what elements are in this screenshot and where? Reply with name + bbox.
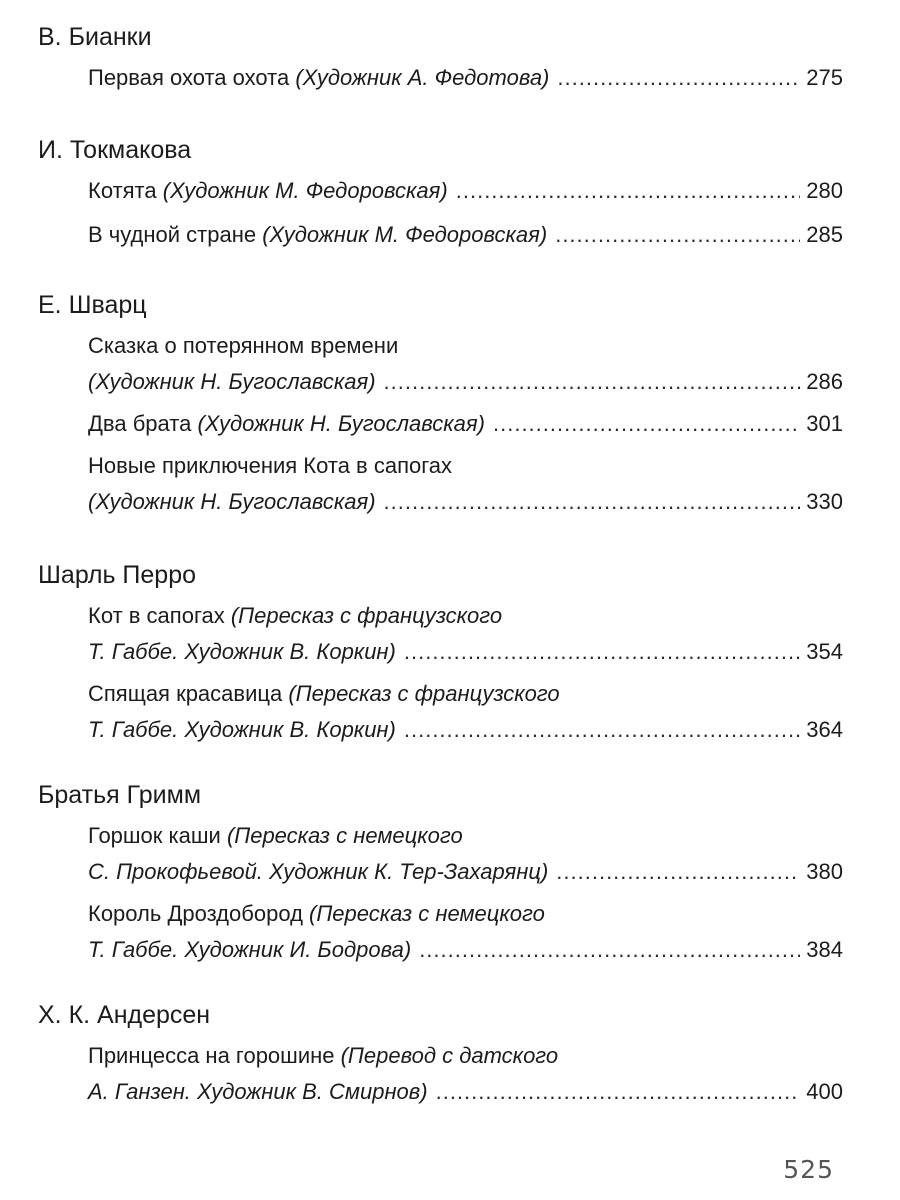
page-number: 400 — [806, 1079, 843, 1104]
entry-note: (Пересказ с немецкого — [226, 823, 463, 848]
entry-title: Сказка о потерянном времени — [88, 333, 399, 358]
toc-section — [38, 1000, 843, 1114]
entry-note: Т. Габбе. Художник В. Коркин) — [88, 639, 396, 664]
entry-line — [88, 932, 843, 968]
toc-entry — [88, 818, 843, 890]
page-number: 275 — [806, 65, 843, 90]
entry-title: Спящая красавица — [88, 681, 289, 706]
leader-dots — [556, 854, 800, 890]
entry-line — [88, 1038, 843, 1074]
toc-entry — [88, 217, 843, 253]
page-number: 354 — [806, 639, 843, 664]
leader-dots — [384, 364, 801, 400]
entry-line — [88, 217, 843, 253]
entry-note: (Художник Н. Бугославская) — [88, 369, 376, 394]
entry-title: В чудной стране — [88, 222, 263, 247]
toc-section — [38, 22, 843, 100]
toc-section — [38, 135, 843, 257]
author-name: Е. Шварц — [38, 291, 147, 319]
toc-section — [38, 780, 843, 972]
entry-line — [88, 484, 843, 520]
page-number: 330 — [806, 489, 843, 514]
entry-note: Т. Габбе. Художник В. Коркин) — [88, 717, 396, 742]
entry-note: (Пересказ с немецкого — [309, 901, 545, 926]
entry-line — [88, 173, 843, 209]
author-name: Шарль Перро — [38, 561, 197, 589]
entry-note: А. Ганзен. Художник В. Смирнов) — [88, 1079, 428, 1104]
entry-title: Новые приключения Кота в сапогах — [88, 453, 452, 478]
page-number: 285 — [806, 222, 843, 247]
entry-line — [88, 448, 843, 484]
entry-line — [88, 634, 843, 670]
page-number: 286 — [806, 369, 843, 394]
page-number: 380 — [806, 859, 843, 884]
entry-title: Котята — [88, 178, 163, 203]
entry-line — [88, 712, 843, 748]
author-name: В. Бианки — [38, 23, 152, 51]
entry-note: (Художник М. Федоровская) — [262, 222, 548, 247]
entry-note: (Пересказ с французского — [288, 681, 560, 706]
leader-dots — [456, 173, 801, 209]
entry-title: Кот в сапогах — [88, 603, 231, 628]
page-number: 384 — [806, 937, 843, 962]
page-number: 280 — [806, 178, 843, 203]
entry-line — [88, 60, 843, 96]
toc-entry — [88, 406, 843, 442]
page-folio-number: 525 — [783, 1155, 834, 1184]
leader-dots — [436, 1074, 801, 1110]
entry-note: (Художник М. Федоровская) — [162, 178, 448, 203]
leader-dots — [404, 634, 800, 670]
toc-entry — [88, 328, 843, 400]
entry-title: Два брата — [88, 411, 198, 436]
toc-entry — [88, 1038, 843, 1110]
entry-title: Король Дроздобород — [88, 901, 310, 926]
toc-section — [38, 560, 843, 752]
entry-line — [88, 854, 843, 890]
page-number: 301 — [806, 411, 843, 436]
toc-entry — [88, 598, 843, 670]
entry-note: (Пересказ с французского — [230, 603, 503, 628]
toc-entry — [88, 896, 843, 968]
entry-title: Принцесса на горошине — [88, 1043, 341, 1068]
entry-note: (Перевод с датского — [340, 1043, 559, 1068]
entry-line — [88, 676, 843, 712]
entry-line — [88, 896, 843, 932]
leader-dots — [419, 932, 800, 968]
author-name: Х. К. Андерсен — [38, 1001, 211, 1029]
toc-entry — [88, 676, 843, 748]
leader-dots — [557, 60, 800, 96]
entry-line — [88, 364, 843, 400]
entry-line — [88, 1074, 843, 1110]
toc-entry — [88, 60, 843, 96]
page-number: 364 — [806, 717, 843, 742]
leader-dots — [555, 217, 800, 253]
leader-dots — [404, 712, 800, 748]
entry-line — [88, 818, 843, 854]
entry-note: Т. Габбе. Художник И. Бодрова) — [88, 937, 412, 962]
leader-dots — [384, 484, 801, 520]
entry-note: (Художник А. Федотова) — [295, 65, 550, 90]
toc-entry — [88, 448, 843, 520]
toc-section — [38, 290, 843, 524]
toc-entry — [88, 173, 843, 209]
entry-line — [88, 406, 843, 442]
entry-note: (Художник Н. Бугославская) — [88, 489, 376, 514]
entry-title: Горшок каши — [88, 823, 227, 848]
entry-line — [88, 328, 843, 364]
author-name: И. Токмакова — [38, 136, 192, 164]
author-name: Братья Гримм — [38, 781, 202, 809]
entry-line — [88, 598, 843, 634]
entry-note: (Художник Н. Бугославская) — [197, 411, 485, 436]
entry-title: Первая охота охота — [88, 65, 296, 90]
entry-note: С. Прокофьевой. Художник К. Тер-Захарянц) — [88, 859, 549, 884]
leader-dots — [493, 406, 800, 442]
